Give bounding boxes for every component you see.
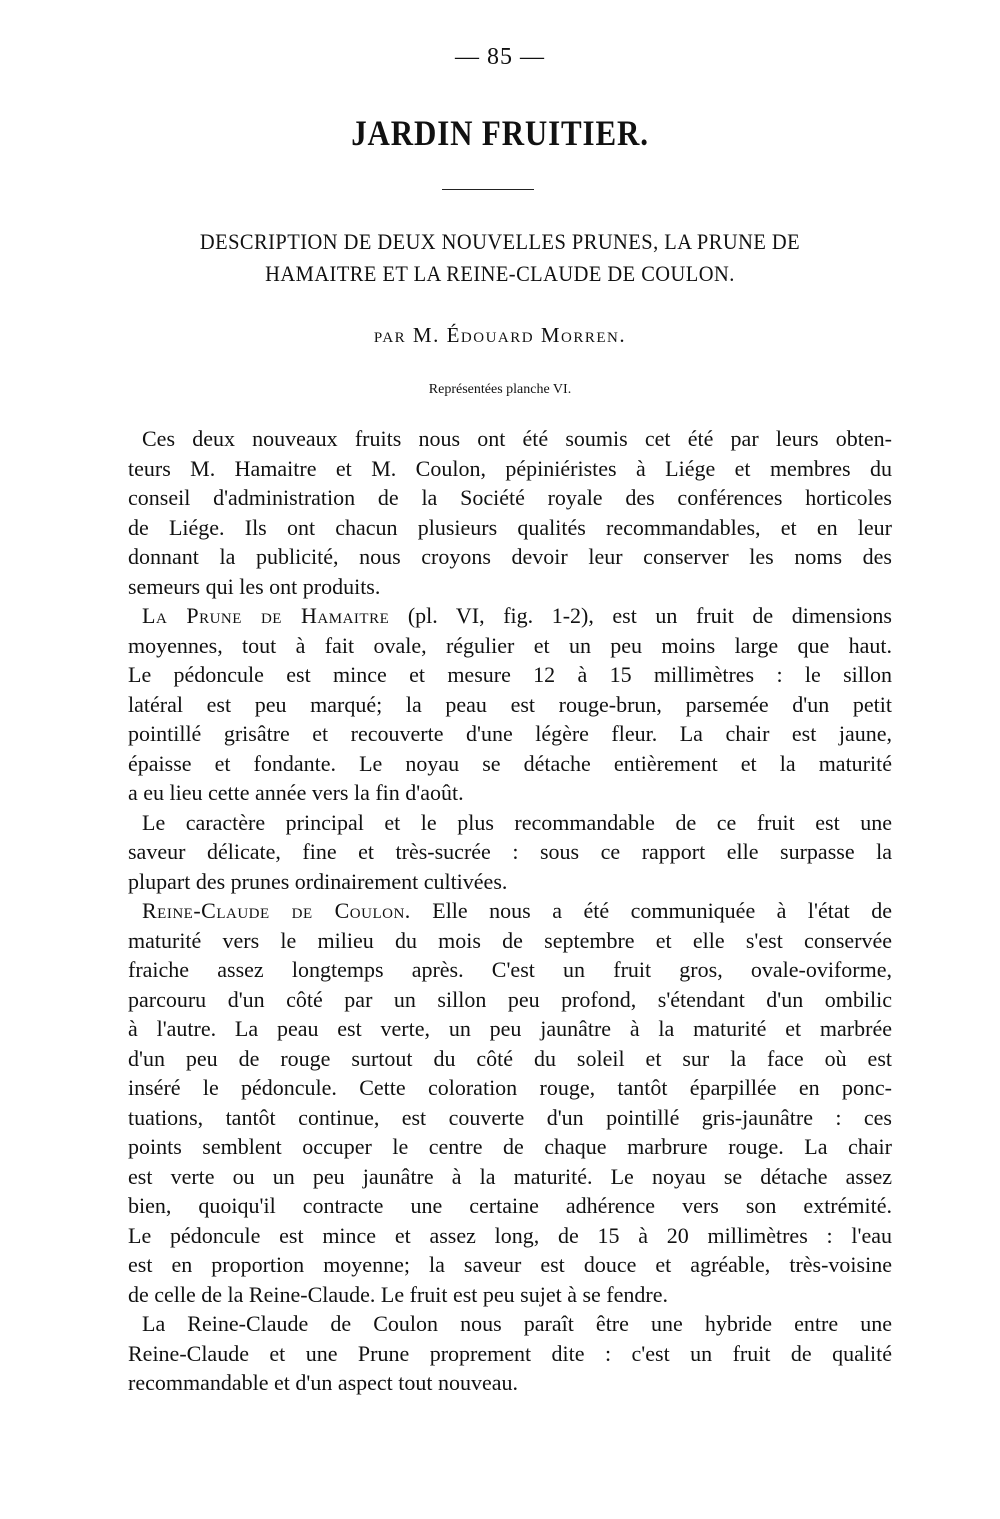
text-line xyxy=(128,896,892,926)
byline: par M. Édouard Morren. xyxy=(373,323,627,347)
text-line: moyennes, tout à fait ovale, régulier et un peu moins large que haut. xyxy=(128,632,892,658)
text-line: de Liége. Ils ont chacun plusieurs qualités recommandables, et en leur xyxy=(128,514,892,540)
text-line: d'un peu de rouge surtout du côté du soleil et sur la face où est xyxy=(128,1045,892,1071)
text-line: est verte ou un peu jaunâtre à la maturité. Le noyau se détache assez xyxy=(128,1163,892,1189)
text-line xyxy=(128,601,892,631)
text-line: Le caractère principal et le plus recommandable de ce fruit est une xyxy=(142,809,892,835)
text-line: teurs M. Hamaitre et M. Coulon, pépiniéristes à Liége et membres du xyxy=(128,455,892,481)
page-number: — 85 — xyxy=(455,44,545,70)
text-line: plupart des prunes ordinairement cultivées. xyxy=(128,868,508,894)
text-line: bien, quoiqu'il contracte une certaine adhérence vers son extrémité. xyxy=(128,1193,892,1218)
text-line: tuations, tantôt continue, est couverte d'un pointillé gris-jaunâtre : ces xyxy=(128,1104,892,1130)
text-line: saveur délicate, fine et très-sucrée : sous ce rapport elle surpasse la xyxy=(128,839,892,864)
text-line: pointillé grisâtre et recouverte d'une légère fleur. La chair est jaune, xyxy=(128,721,892,746)
text-line: de celle de la Reine-Claude. Le fruit est peu sujet à se fendre. xyxy=(128,1281,668,1307)
text-line: Le pédoncule est mince et assez long, de 15 à 20 millimètres : l'eau xyxy=(128,1222,892,1248)
article-title xyxy=(0,226,1000,290)
text-line: latéral est peu marqué; la peau est rouge-brun, parsemée d'un petit xyxy=(128,691,892,717)
text-line: Ces deux nouveaux fruits nous ont été soumis cet été par leurs obten- xyxy=(142,426,892,451)
article-title-line: HAMAITRE ET LA REINE-CLAUDE DE COULON. xyxy=(265,261,735,286)
text-line: épaisse et fondante. Le noyau se détache entièrement et la maturité xyxy=(128,750,892,776)
article-title-line: DESCRIPTION DE DEUX NOUVELLES PRUNES, LA PRUNE DE xyxy=(199,229,801,254)
text-line: La Reine-Claude de Coulon nous paraît être une hybride entre une xyxy=(142,1311,892,1336)
title-rule-divider xyxy=(442,189,534,190)
text-line: Reine-Claude et une Prune proprement dite : c'est un fruit de qualité xyxy=(128,1340,892,1366)
text-line: à l'autre. La peau est verte, un peu jaunâtre à la maturité et marbrée xyxy=(128,1016,892,1041)
text-line: points semblent occuper le centre de chaque marbrure rouge. La chair xyxy=(128,1134,892,1159)
text-line: maturité vers le milieu du mois de septembre et elle s'est conservée xyxy=(128,927,892,953)
text-line: est en proportion moyenne; la saveur est douce et agréable, très-voisine xyxy=(128,1252,892,1277)
prune-de-hamaitre-heading: La Prune de Hamaitre xyxy=(142,603,390,628)
text-line: parcouru d'un côté par un sillon peu profond, s'étendant d'un ombilic xyxy=(128,986,892,1012)
section-title: JARDIN FRUITIER. xyxy=(351,113,649,153)
text-line: Le pédoncule est mince et mesure 12 à 15 millimètres : le sillon xyxy=(128,662,892,687)
text-line: donnant la publicité, nous croyons devoir leur conserver les noms des xyxy=(128,544,892,569)
text-line: fraiche assez longtemps après. C'est un fruit gros, ovale-oviforme, xyxy=(128,957,892,982)
text-line: conseil d'administration de la Société royale des conférences horticoles xyxy=(128,485,892,510)
body-text xyxy=(128,424,892,1398)
text-run: Elle nous a été communiquée à l'état de xyxy=(410,898,893,923)
text-line: recommandable et d'un aspect tout nouveau. xyxy=(128,1370,519,1395)
plate-note: Représentées planche VI. xyxy=(428,382,572,397)
text-run: (pl. VI, fig. 1-2), est un fruit de dimensions xyxy=(389,603,892,628)
text-line: inséré le pédoncule. Cette coloration rouge, tantôt éparpillée en ponc- xyxy=(128,1075,892,1100)
reine-claude-de-coulon-heading: Reine-Claude de Coulon. xyxy=(142,898,411,923)
text-line: semeurs qui les ont produits. xyxy=(128,573,381,599)
text-line: a eu lieu cette année vers la fin d'août. xyxy=(128,780,464,805)
